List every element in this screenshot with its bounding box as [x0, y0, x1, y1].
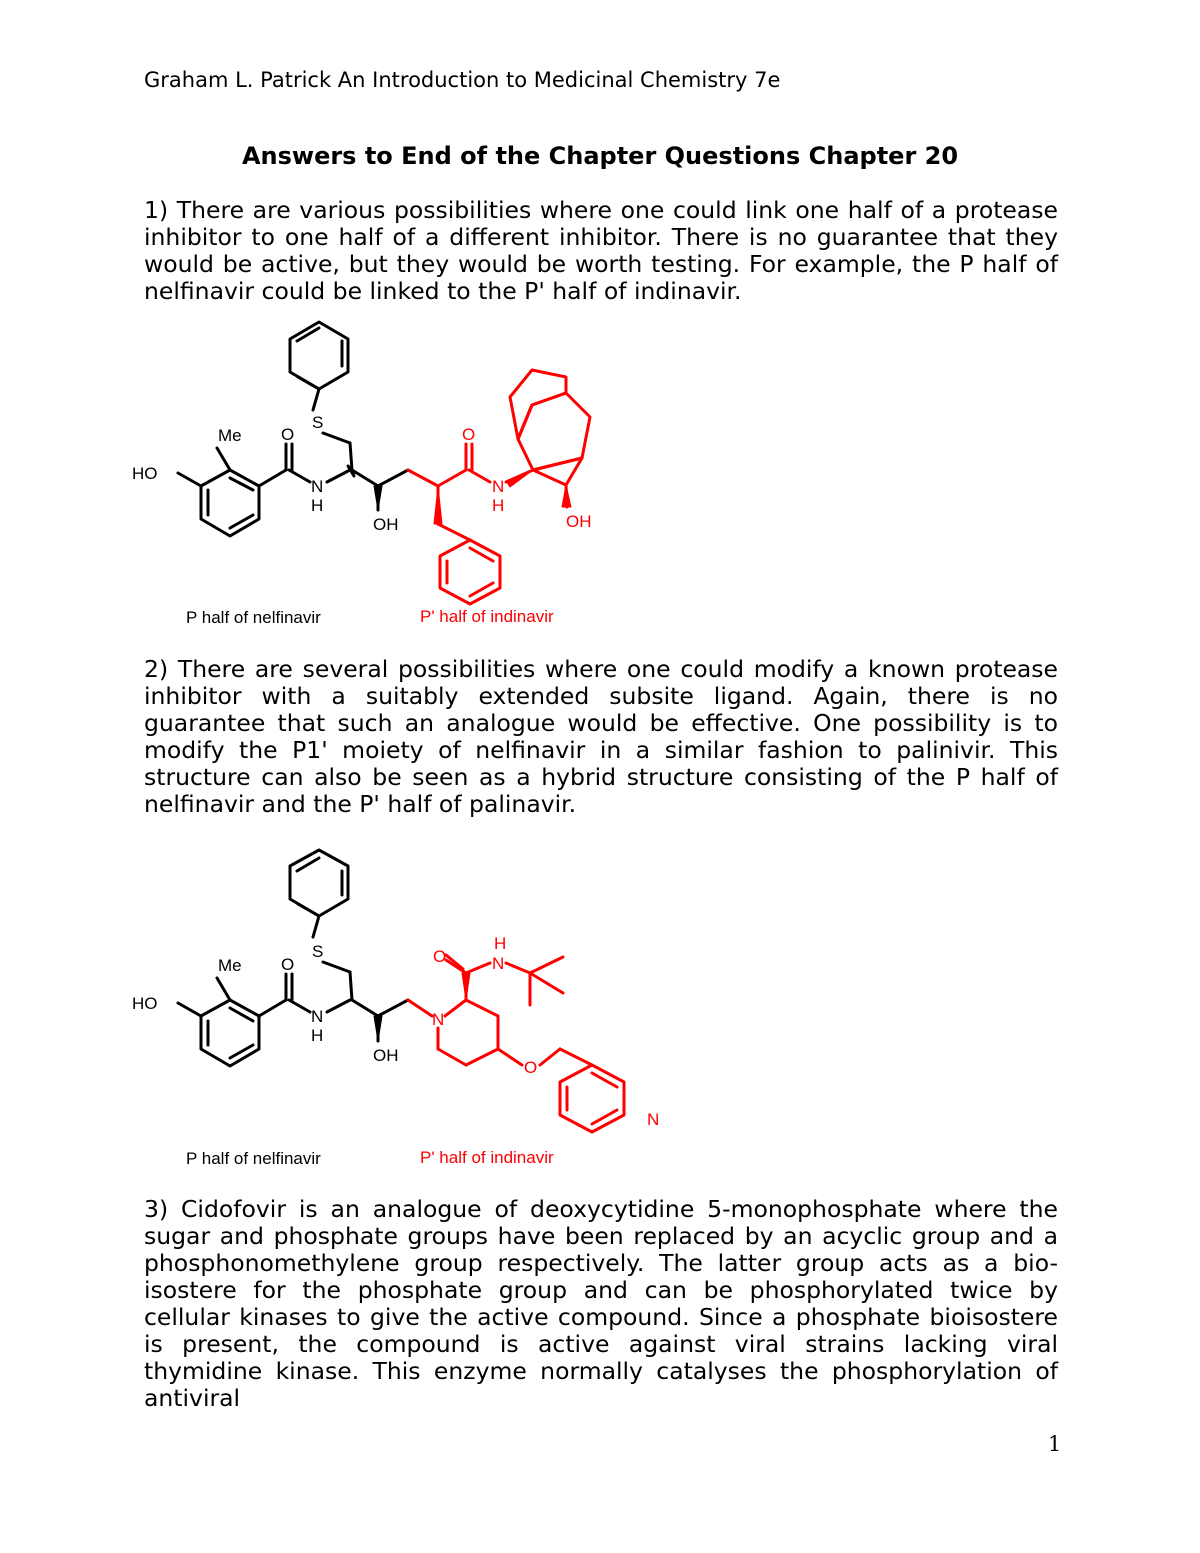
running-header: Graham L. Patrick An Introduction to Medicinal Chemistry 7e — [144, 68, 781, 92]
atom-n-pyridine: N — [647, 1110, 660, 1129]
answer-2-paragraph: 2) There are several possibilities where one could modify a known protease inhibitor with a suitably extended subsite ligand. Again, there is no guarantee that such an analogue would be effective. One possibility is to modify the P1' moiety of nelfinavir in a similar fashion to palinivir. This structure can also be seen as a hybrid structure consisting of the P half of nelfinavir and the P' half of palinavir. — [144, 655, 1058, 818]
atom-n-amide: N — [492, 954, 505, 973]
atom-o: O — [281, 955, 295, 974]
atom-oh: OH — [373, 515, 399, 534]
palinavir-p-prime-half-bonds — [408, 955, 624, 1132]
atom-s: S — [312, 413, 324, 432]
atom-h-red: H — [492, 496, 505, 515]
figure-1-structure — [120, 320, 640, 632]
atom-n: N — [311, 1007, 324, 1026]
answer-1-paragraph: 1) There are various possibilities where one could link one half of a protease inhibitor to one half of a different inhibitor. There is no guarantee that they would be active, but they would be worth testing. For example, the P half of nelfinavir could be linked to the P' half of indinavir. — [144, 196, 1058, 305]
caption-p-half: P half of nelfinavir — [186, 608, 321, 627]
figure-2-structure — [120, 845, 680, 1175]
answer-3-paragraph: 3) Cidofovir is an analogue of deoxycytidine 5-monophosphate where the sugar and phosphate groups have been replaced by an acyclic group and a phosphonomethylene group respectively. The latter group acts as a bio-isostere for the phosphate group and can be phosphorylated twice by cellular kinases to give the active compound. Since a phosphate bioisostere is present, the compound is active against viral strains lacking viral thymidine kinase. This enzyme normally catalyses the phosphorylation of antiviral — [144, 1195, 1058, 1412]
atom-n-piperidine: N — [432, 1010, 445, 1029]
caption-p-prime-half: P' half of indinavir — [420, 607, 554, 626]
atom-o-ether: O — [524, 1058, 538, 1077]
atom-n-red: N — [492, 477, 505, 496]
page-title: Answers to End of the Chapter Questions Chapter 20 — [241, 142, 959, 170]
atom-s: S — [312, 942, 324, 961]
caption-p-half: P half of nelfinavir — [186, 1149, 321, 1168]
atom-o-amide: O — [433, 947, 447, 966]
atom-h-amide: H — [494, 934, 507, 953]
atom-ho: HO — [132, 464, 158, 483]
atom-me: Me — [218, 956, 242, 975]
atom-h: H — [311, 1026, 324, 1045]
caption-p-prime-half: P' half of indinavir — [420, 1148, 554, 1167]
atom-oh-red: OH — [566, 512, 592, 531]
atom-o: O — [281, 425, 295, 444]
atom-me: Me — [218, 426, 242, 445]
atom-n: N — [311, 477, 324, 496]
atom-oh: OH — [373, 1046, 399, 1065]
atom-ho: HO — [132, 994, 158, 1013]
atom-h: H — [311, 496, 324, 515]
page-number: 1 — [1048, 1432, 1062, 1456]
atom-o-red: O — [462, 425, 476, 444]
